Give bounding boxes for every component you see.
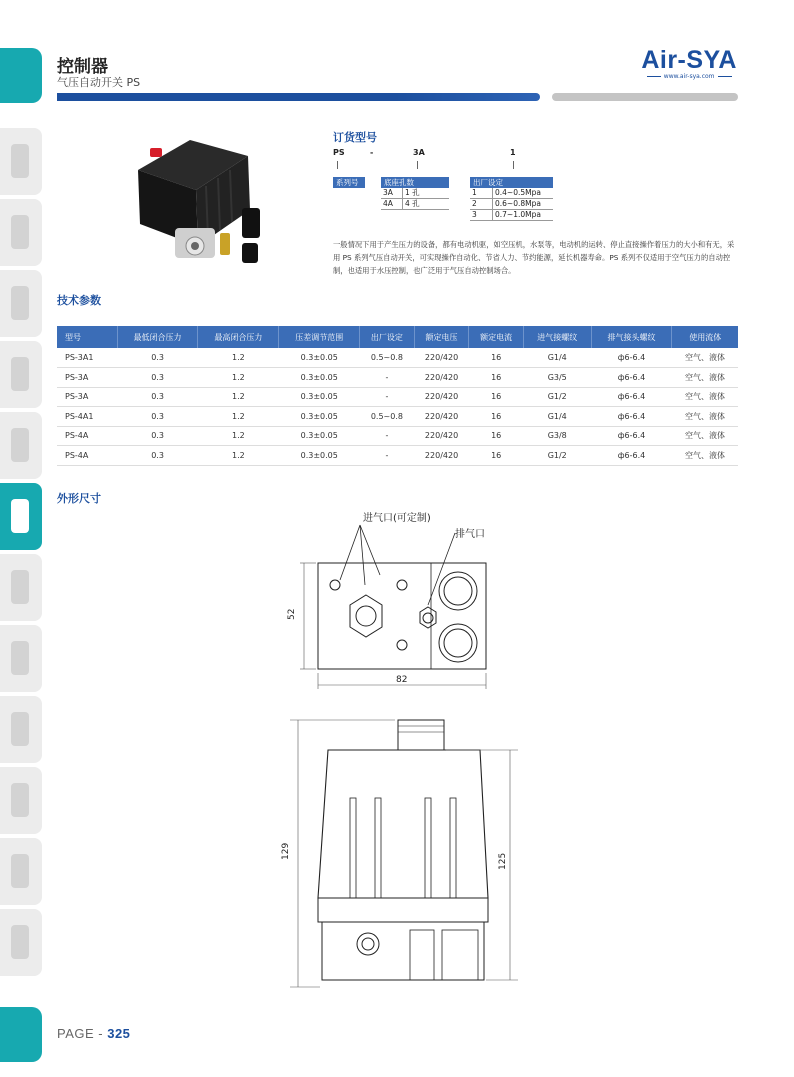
header-bar: [57, 93, 540, 101]
inlet-label: 进气口(可定制): [363, 513, 431, 524]
cell: G3/5: [523, 368, 591, 388]
cell: 0.3: [117, 407, 198, 427]
cell: 16: [469, 407, 523, 427]
solenoid-icon: [11, 570, 29, 604]
base-row-desc: 4 孔: [402, 199, 449, 210]
page-title: 控制器: [57, 57, 108, 77]
cell: 1.2: [198, 426, 279, 446]
spec-header-row: [57, 326, 738, 348]
cell: ф6-6.4: [591, 387, 672, 407]
cell: 0.5~0.8: [360, 348, 414, 368]
setting-row-code: 2: [470, 199, 492, 210]
pressure-gauge-icon: [11, 286, 29, 320]
side-tab-switch-misc[interactable]: [0, 909, 42, 976]
side-category-tabs: [0, 128, 42, 980]
col-exhaust-thread: 排气接头螺纹: [591, 326, 672, 348]
chapter-tab: [0, 48, 42, 103]
cell: 空气、液体: [672, 368, 738, 388]
cell: -: [360, 368, 414, 388]
cell: PS-4A: [57, 446, 117, 466]
switch-misc-icon: [11, 925, 29, 959]
cell: 220/420: [414, 348, 469, 368]
spec-table: [57, 326, 738, 466]
code-setting: 1: [510, 148, 516, 157]
cell: 16: [469, 426, 523, 446]
series-header: 系列号: [333, 177, 365, 188]
table-row: [57, 426, 738, 446]
base-row-code: 3A: [381, 188, 402, 199]
col-min-pressure: 最低闭合压力: [117, 326, 198, 348]
filter-regulator-icon: [11, 144, 29, 178]
cell: 16: [469, 368, 523, 388]
brand-name: Air-SYA: [641, 46, 737, 74]
code-dash: -: [370, 148, 374, 157]
cylinder-icon: [11, 641, 29, 675]
cell: 220/420: [414, 368, 469, 388]
cell: G1/2: [523, 446, 591, 466]
cell: G1/4: [523, 407, 591, 427]
setting-row-desc: 0.6~0.8Mpa: [492, 199, 553, 210]
product-description: 一般情况下用于产生压力的设备，都有电动机驱，如空压机，水泵等，电动机的运转、停止直接操作着压力的大小和有无，采用 PS 系列气压自动开关，可实现操作自动化、节省人力、节约能源，延长机器寿命。PS 系列不仅适用于空气压力的自动控制，也适用于水压控制，也广泛用于气压自动控制场合。: [333, 240, 735, 275]
side-tab-pressure-switch[interactable]: [0, 483, 42, 550]
col-inlet-thread: 进气接螺纹: [523, 326, 591, 348]
page-subtitle: 气压自动开关 PS: [57, 76, 141, 89]
cell: PS-3A: [57, 368, 117, 388]
base-header: 底座孔数: [381, 177, 449, 188]
cell: 1.2: [198, 387, 279, 407]
dim-height-top: 52: [287, 608, 297, 620]
cell: 16: [469, 446, 523, 466]
exhaust-label: 排气口: [455, 529, 485, 540]
table-row: [57, 387, 738, 407]
cell: PS-4A: [57, 426, 117, 446]
dim-height-total: 129: [281, 842, 291, 860]
cell: 1.2: [198, 446, 279, 466]
product-photo: [120, 128, 285, 278]
page-label: PAGE -: [57, 1026, 108, 1041]
side-tab-silencer[interactable]: [0, 838, 42, 905]
cell: 16: [469, 387, 523, 407]
cell: 220/420: [414, 446, 469, 466]
side-tab-pipe-fitting[interactable]: [0, 412, 42, 479]
col-current: 额定电流: [469, 326, 523, 348]
side-tab-solenoid[interactable]: [0, 554, 42, 621]
cell: 0.3±0.05: [279, 387, 360, 407]
cell: 空气、液体: [672, 387, 738, 407]
cell: 0.3: [117, 446, 198, 466]
cell: -: [360, 446, 414, 466]
code-tick: [337, 161, 338, 169]
side-view-drawing: [270, 710, 540, 995]
connector-icon: [11, 783, 29, 817]
header-bar-grey: [552, 93, 738, 101]
col-voltage: 额定电压: [414, 326, 469, 348]
cell: G3/8: [523, 426, 591, 446]
ordering-code-diagram: [333, 148, 573, 228]
cell: PS-3A: [57, 387, 117, 407]
spec-title: 技术参数: [57, 294, 101, 307]
cell: 1.2: [198, 348, 279, 368]
cell: 0.3±0.05: [279, 426, 360, 446]
setting-row-desc: 0.4~0.5Mpa: [492, 188, 553, 199]
col-factory-setting: 出厂设定: [360, 326, 414, 348]
code-base: 3A: [413, 148, 425, 157]
cell: 0.3: [117, 368, 198, 388]
side-tab-filter[interactable]: [0, 199, 42, 266]
side-tab-cylinder[interactable]: [0, 625, 42, 692]
ordering-title: 订货型号: [333, 131, 377, 144]
cell: 0.3±0.05: [279, 407, 360, 427]
side-tab-pressure-gauge[interactable]: [0, 270, 42, 337]
col-fluid: 使用流体: [672, 326, 738, 348]
cell: ф6-6.4: [591, 407, 672, 427]
side-tab-valve[interactable]: [0, 341, 42, 408]
setting-header: 出厂设定: [470, 177, 553, 188]
side-tab-filter-regulator[interactable]: [0, 128, 42, 195]
cell: 0.3±0.05: [279, 446, 360, 466]
tank-icon: [11, 712, 29, 746]
cell: 1.2: [198, 407, 279, 427]
cell: 0.3: [117, 348, 198, 368]
col-model: 型号: [57, 326, 117, 348]
dim-height-body: 125: [498, 852, 508, 870]
filter-icon: [11, 215, 29, 249]
cell: 0.3±0.05: [279, 368, 360, 388]
cell: PS-4A1: [57, 407, 117, 427]
side-tab-connector[interactable]: [0, 767, 42, 834]
cell: 1.2: [198, 368, 279, 388]
cell: -: [360, 387, 414, 407]
top-view-drawing: [280, 505, 530, 695]
setting-row-code: 3: [470, 210, 492, 221]
cell: ф6-6.4: [591, 446, 672, 466]
brand-url: www.air-sya.com: [641, 73, 737, 80]
table-row: [57, 368, 738, 388]
cell: 220/420: [414, 426, 469, 446]
cell: 0.3: [117, 387, 198, 407]
dim-width-top: 82: [396, 675, 408, 685]
silencer-icon: [11, 854, 29, 888]
cell: 空气、液体: [672, 407, 738, 427]
code-series: PS: [333, 148, 345, 157]
code-tick: [417, 161, 418, 169]
cell: 空气、液体: [672, 446, 738, 466]
dimensions-title: 外形尺寸: [57, 492, 101, 505]
cell: ф6-6.4: [591, 426, 672, 446]
cell: 220/420: [414, 387, 469, 407]
cell: 16: [469, 348, 523, 368]
base-row-code: 4A: [381, 199, 402, 210]
table-row: [57, 407, 738, 427]
cell: 空气、液体: [672, 426, 738, 446]
cell: 220/420: [414, 407, 469, 427]
cell: 空气、液体: [672, 348, 738, 368]
cell: 0.5~0.8: [360, 407, 414, 427]
cell: G1/4: [523, 348, 591, 368]
code-tick: [513, 161, 514, 169]
cell: -: [360, 426, 414, 446]
setting-row-desc: 0.7~1.0Mpa: [492, 210, 553, 221]
cell: 0.3±0.05: [279, 348, 360, 368]
base-row-desc: 1 孔: [402, 188, 449, 199]
cell: ф6-6.4: [591, 348, 672, 368]
cell: ф6-6.4: [591, 368, 672, 388]
valve-icon: [11, 357, 29, 391]
page-number: [57, 1026, 130, 1041]
brand-logo: [641, 46, 737, 80]
col-diff-range: 压差调节范围: [279, 326, 360, 348]
footer-tab: [0, 1007, 42, 1062]
pressure-switch-icon: [11, 499, 29, 533]
table-row: [57, 446, 738, 466]
cell: G1/2: [523, 387, 591, 407]
side-tab-tank[interactable]: [0, 696, 42, 763]
pipe-fitting-icon: [11, 428, 29, 462]
col-max-pressure: 最高闭合压力: [198, 326, 279, 348]
cell: PS-3A1: [57, 348, 117, 368]
setting-row-code: 1: [470, 188, 492, 199]
page-number-value: 325: [107, 1026, 131, 1041]
cell: 0.3: [117, 426, 198, 446]
table-row: [57, 348, 738, 368]
